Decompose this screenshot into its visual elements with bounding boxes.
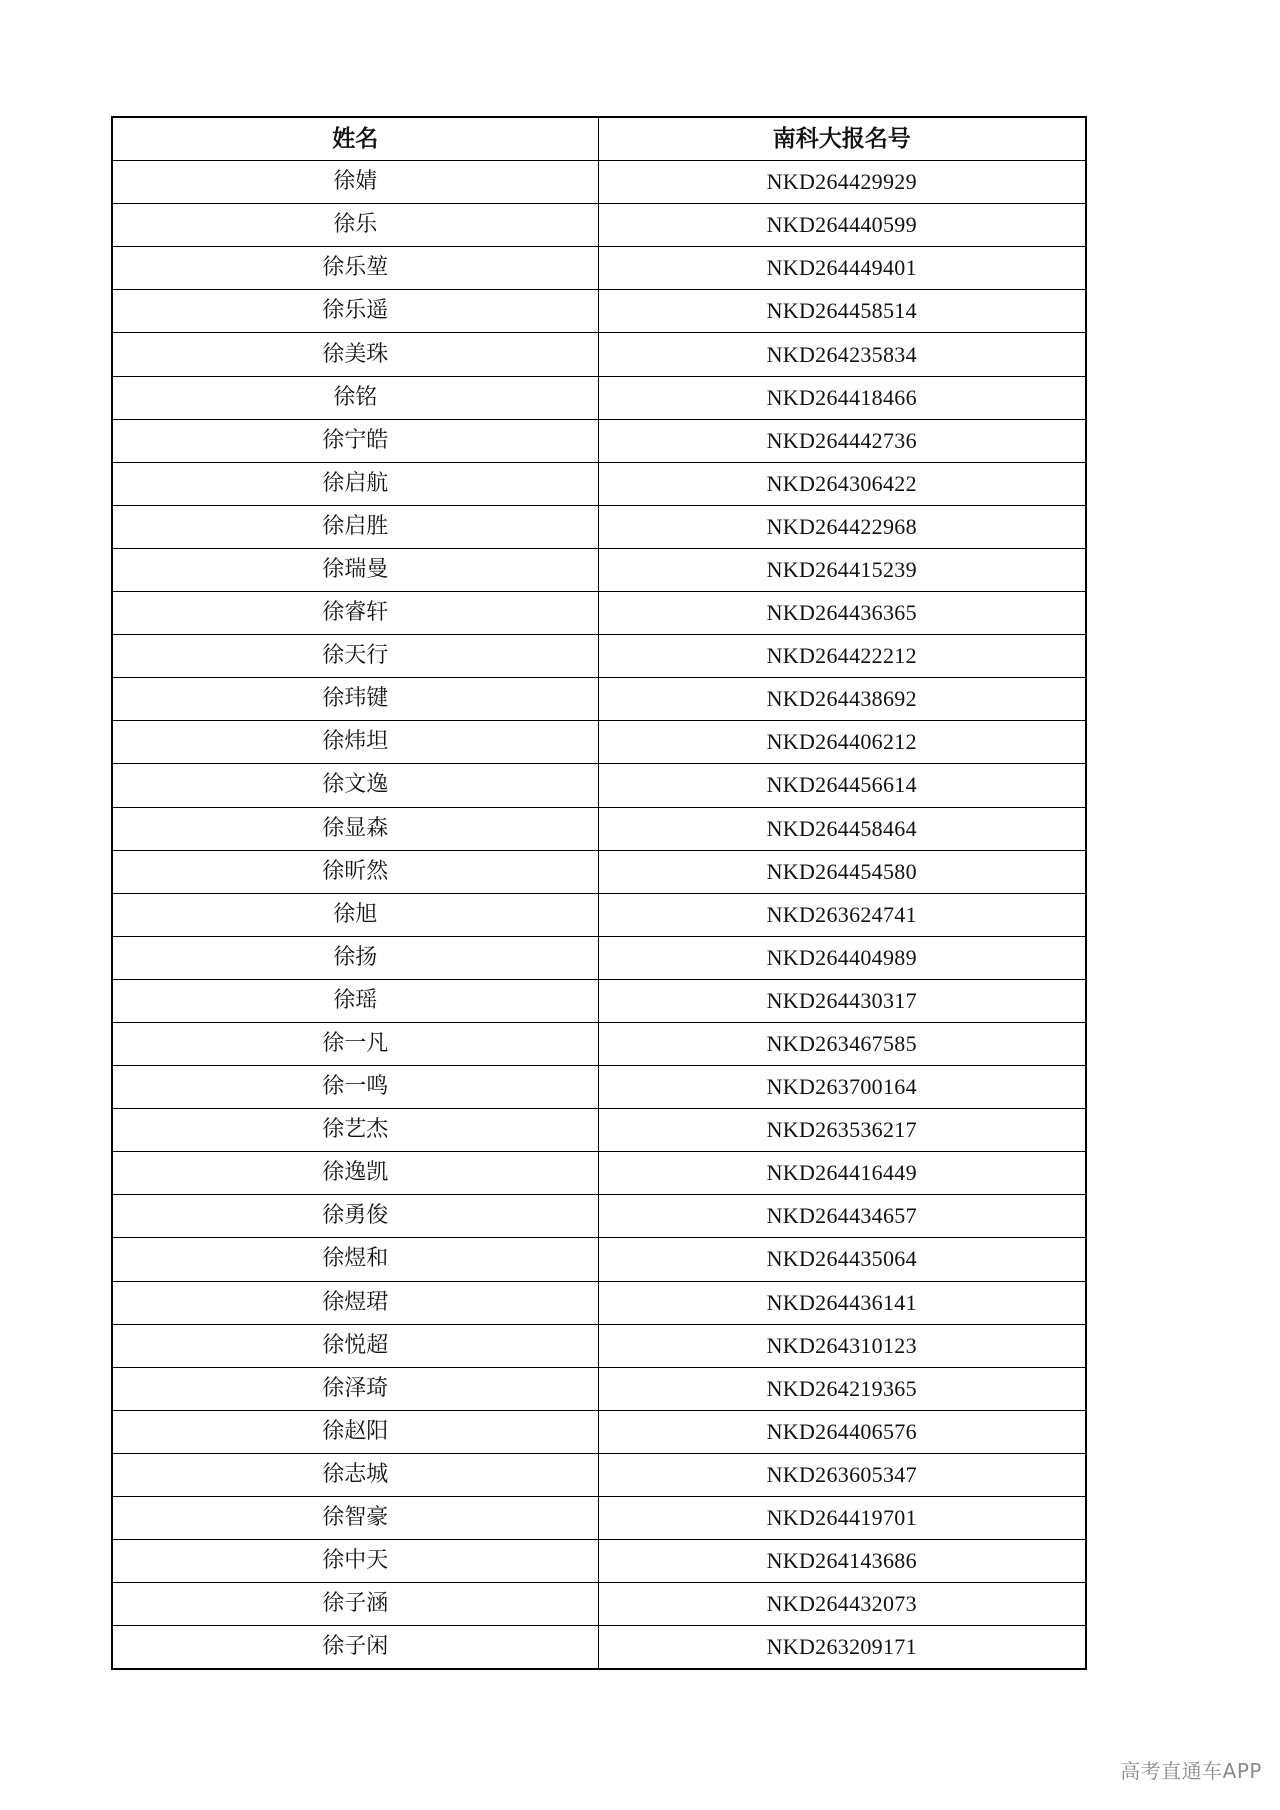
- cell-name: 徐志城: [112, 1453, 598, 1496]
- cell-name: 徐一凡: [112, 1022, 598, 1065]
- cell-name: 徐乐堃: [112, 247, 598, 290]
- cell-name: 徐中天: [112, 1540, 598, 1583]
- cell-registration-number: NKD264418466: [598, 376, 1086, 419]
- cell-registration-number: NKD264406576: [598, 1410, 1086, 1453]
- cell-name: 徐乐: [112, 204, 598, 247]
- cell-name: 徐显森: [112, 807, 598, 850]
- cell-registration-number: NKD264440599: [598, 204, 1086, 247]
- cell-name: 徐泽琦: [112, 1367, 598, 1410]
- cell-name: 徐艺杰: [112, 1109, 598, 1152]
- table-row: [112, 1152, 1086, 1195]
- table-row: [112, 850, 1086, 893]
- table-row: [112, 333, 1086, 376]
- table-row: [112, 290, 1086, 333]
- cell-name: 徐瑞曼: [112, 548, 598, 591]
- cell-registration-number: NKD264306422: [598, 462, 1086, 505]
- table-row: [112, 204, 1086, 247]
- cell-registration-number: NKD264438692: [598, 678, 1086, 721]
- cell-name: 徐煜珺: [112, 1281, 598, 1324]
- cell-name: 徐睿轩: [112, 592, 598, 635]
- cell-name: 徐文逸: [112, 764, 598, 807]
- cell-name: 徐勇俊: [112, 1195, 598, 1238]
- cell-registration-number: NKD263700164: [598, 1066, 1086, 1109]
- cell-registration-number: NKD263536217: [598, 1109, 1086, 1152]
- table-row: [112, 1453, 1086, 1496]
- cell-registration-number: NKD264419701: [598, 1497, 1086, 1540]
- cell-registration-number: NKD264449401: [598, 247, 1086, 290]
- cell-name: 徐子涵: [112, 1583, 598, 1626]
- cell-registration-number: NKD263605347: [598, 1453, 1086, 1496]
- cell-registration-number: NKD264404989: [598, 936, 1086, 979]
- cell-name: 徐逸凯: [112, 1152, 598, 1195]
- table-row: [112, 505, 1086, 548]
- table-row: [112, 1281, 1086, 1324]
- cell-registration-number: NKD264415239: [598, 548, 1086, 591]
- cell-name: 徐玮键: [112, 678, 598, 721]
- table-row: [112, 807, 1086, 850]
- registration-table: [111, 116, 1087, 1670]
- cell-registration-number: NKD264429929: [598, 161, 1086, 204]
- cell-registration-number: NKD264235834: [598, 333, 1086, 376]
- cell-registration-number: NKD264430317: [598, 979, 1086, 1022]
- cell-name: 徐宁皓: [112, 419, 598, 462]
- table-row: [112, 247, 1086, 290]
- cell-name: 徐扬: [112, 936, 598, 979]
- table-row: [112, 462, 1086, 505]
- cell-registration-number: NKD264436141: [598, 1281, 1086, 1324]
- table-row: [112, 1066, 1086, 1109]
- cell-registration-number: NKD264422968: [598, 505, 1086, 548]
- table-row: [112, 979, 1086, 1022]
- table-row: [112, 1540, 1086, 1583]
- table-row: [112, 893, 1086, 936]
- cell-registration-number: NKD264406212: [598, 721, 1086, 764]
- table-row: [112, 1324, 1086, 1367]
- cell-registration-number: NKD264458464: [598, 807, 1086, 850]
- table-row: [112, 1238, 1086, 1281]
- cell-name: 徐启胜: [112, 505, 598, 548]
- table-row: [112, 635, 1086, 678]
- cell-registration-number: NKD264436365: [598, 592, 1086, 635]
- table-row: [112, 1022, 1086, 1065]
- table-row: [112, 1626, 1086, 1670]
- table-row: [112, 376, 1086, 419]
- cell-name: 徐悦超: [112, 1324, 598, 1367]
- cell-registration-number: NKD264219365: [598, 1367, 1086, 1410]
- cell-name: 徐婧: [112, 161, 598, 204]
- cell-name: 徐子闲: [112, 1626, 598, 1670]
- column-header-registration-number: 南科大报名号: [598, 117, 1086, 161]
- table-row: [112, 1410, 1086, 1453]
- cell-name: 徐赵阳: [112, 1410, 598, 1453]
- cell-registration-number: NKD264442736: [598, 419, 1086, 462]
- table-row: [112, 678, 1086, 721]
- cell-registration-number: NKD263209171: [598, 1626, 1086, 1670]
- cell-registration-number: NKD264143686: [598, 1540, 1086, 1583]
- cell-name: 徐天行: [112, 635, 598, 678]
- cell-registration-number: NKD264432073: [598, 1583, 1086, 1626]
- cell-registration-number: NKD264454580: [598, 850, 1086, 893]
- cell-registration-number: NKD264310123: [598, 1324, 1086, 1367]
- table-row: [112, 419, 1086, 462]
- table-row: [112, 764, 1086, 807]
- table-row: [112, 548, 1086, 591]
- cell-registration-number: NKD264416449: [598, 1152, 1086, 1195]
- cell-name: 徐昕然: [112, 850, 598, 893]
- cell-name: 徐美珠: [112, 333, 598, 376]
- table-row: [112, 592, 1086, 635]
- cell-registration-number: NKD264434657: [598, 1195, 1086, 1238]
- table-row: [112, 936, 1086, 979]
- table-row: [112, 1583, 1086, 1626]
- table-row: [112, 1195, 1086, 1238]
- cell-name: 徐瑶: [112, 979, 598, 1022]
- cell-registration-number: NKD264435064: [598, 1238, 1086, 1281]
- cell-registration-number: NKD264422212: [598, 635, 1086, 678]
- column-header-name: 姓名: [112, 117, 598, 161]
- table-row: [112, 721, 1086, 764]
- cell-registration-number: NKD263467585: [598, 1022, 1086, 1065]
- cell-name: 徐乐遥: [112, 290, 598, 333]
- cell-name: 徐智豪: [112, 1497, 598, 1540]
- cell-registration-number: NKD263624741: [598, 893, 1086, 936]
- watermark: 高考直通车APP: [1120, 1759, 1262, 1783]
- table-row: [112, 1367, 1086, 1410]
- table-header-row: [112, 117, 1086, 161]
- table-row: [112, 1109, 1086, 1152]
- cell-name: 徐炜坦: [112, 721, 598, 764]
- cell-name: 徐铭: [112, 376, 598, 419]
- cell-name: 徐一鸣: [112, 1066, 598, 1109]
- cell-registration-number: NKD264458514: [598, 290, 1086, 333]
- cell-name: 徐煜和: [112, 1238, 598, 1281]
- table-row: [112, 161, 1086, 204]
- table-row: [112, 1497, 1086, 1540]
- cell-name: 徐旭: [112, 893, 598, 936]
- table-body: [112, 161, 1086, 1670]
- cell-registration-number: NKD264456614: [598, 764, 1086, 807]
- cell-name: 徐启航: [112, 462, 598, 505]
